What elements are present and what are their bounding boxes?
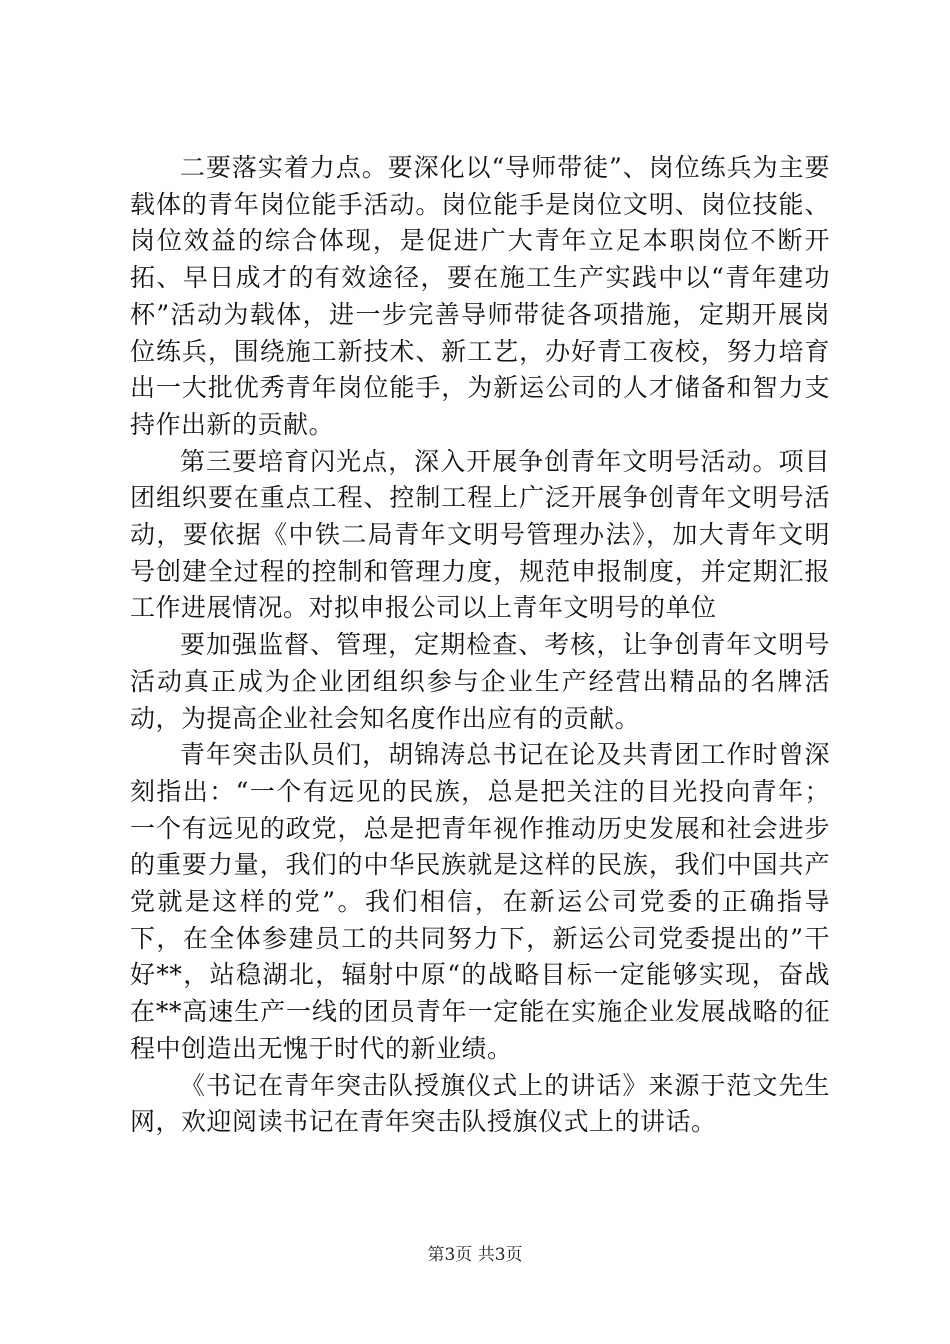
- paragraph-3: 要加强监督、管理，定期检查、考核，让争创青年文明号活动真正成为企业团组织参与企业生产经营出精品的名牌活动，为提高企业社会知名度作出应有的贡献。: [130, 630, 830, 733]
- paragraph-5: 《书记在青年突击队授旗仪式上的讲话》来源于范文先生网，欢迎阅读书记在青年突击队授旗仪式上的讲话。: [130, 1070, 830, 1137]
- paragraph-4: 青年突击队员们，胡锦涛总书记在论及共青团工作时曾深刻指出：“一个有远见的民族，总是把关注的目光投向青年；一个有远见的政党，总是把青年视作推动历史发展和社会进步的重要力量，我们的中华民族就是这样的民族，我们中国共产党就是这样的党”。我们相信，在新运公司党委的正确指导下，在全体参建员工的共同努力下，新运公司党委提出的”干好**，站稳湖北，辐射中原“的战略目标一定能够实现，奋战在**高速生产一线的团员青年一定能在实施企业发展战略的征程中创造出无愧于时代的新业绩。: [130, 740, 830, 1063]
- page-footer: 第3页 共3页: [427, 1245, 523, 1265]
- paragraph-2: 第三要培育闪光点，深入开展争创青年文明号活动。项目团组织要在重点工程、控制工程上广泛开展争创青年文明号活动，要依据《中铁二局青年文明号管理办法》，加大青年文明号创建全过程的控制和管理力度，规范申报制度，并定期汇报工作进展情况。对拟申报公司以上青年文明号的单位: [130, 446, 830, 623]
- paragraph-1: 二要落实着力点。要深化以“导师带徒”、岗位练兵为主要载体的青年岗位能手活动。岗位能手是岗位文明、岗位技能、岗位效益的综合体现，是促进广大青年立足本职岗位不断开拓、早日成才的有效途径，要在施工生产实践中以“青年建功杯”活动为载体，进一步完善导师带徒各项措施，定期开展岗位练兵，围绕施工新技术、新工艺，办好青工夜校，努力培育出一大批优秀青年岗位能手，为新运公司的人才储备和智力支持作出新的贡献。: [130, 153, 830, 439]
- document-body: [130, 150, 830, 1141]
